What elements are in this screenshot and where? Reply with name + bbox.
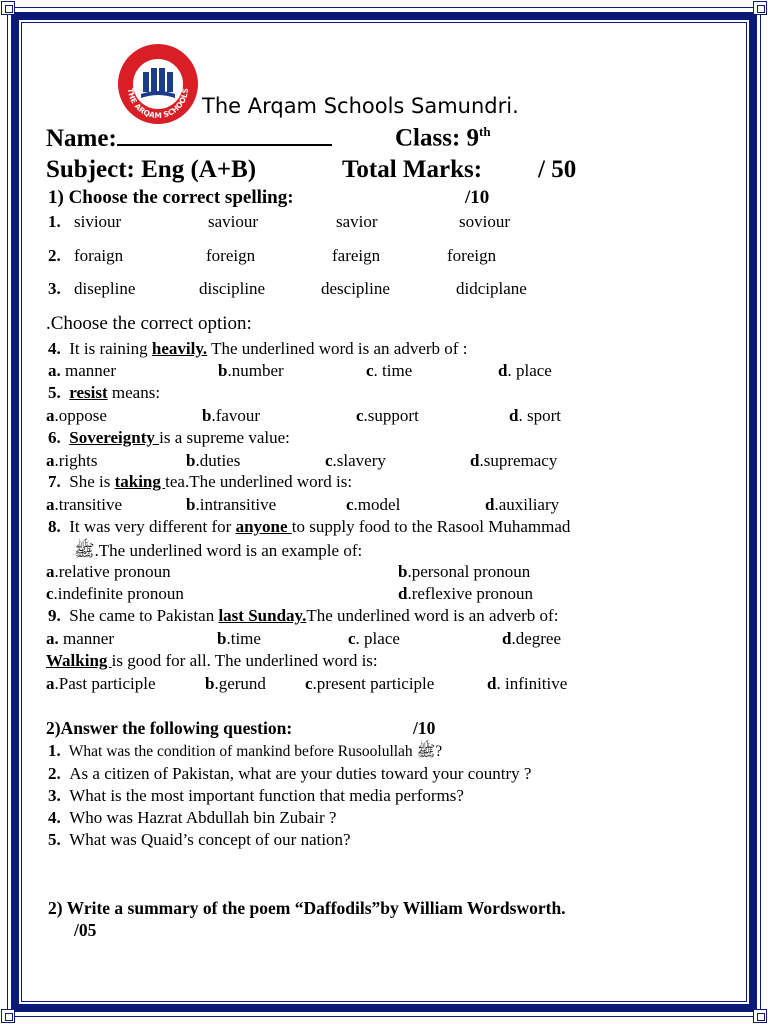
short-question-4: 4. Who was Hazrat Abdullah bin Zubair ? — [48, 808, 337, 827]
border-corner-ornament — [753, 1, 767, 15]
school-logo — [116, 42, 200, 126]
total-marks-label: Total Marks: — [342, 156, 483, 183]
section1-marks: /10 — [465, 187, 490, 208]
short-question-3: 3. What is the most important function that media performs? — [48, 786, 464, 805]
section3-title: 2) Write a summary of the poem “Daffodils”by William Wordsworth. — [48, 898, 566, 918]
class-label: Class: 9th — [395, 124, 491, 152]
subject-label: Subject: Eng (A+B) — [46, 156, 257, 183]
name-blank-line — [117, 124, 332, 146]
name-label: Name: — [46, 125, 117, 152]
section1-title: 1) Choose the correct spelling: — [48, 187, 294, 208]
question-4: 4. It is raining heavily. The underlined word is an adverb of : — [48, 339, 468, 358]
border-corner-ornament — [1, 1009, 15, 1023]
total-marks-value: / 50 — [538, 156, 577, 183]
question-10: Walking is good for all. The underlined word is: — [46, 651, 378, 670]
border-corner-ornament — [1, 1, 15, 15]
section2-marks: /10 — [413, 718, 436, 738]
question-8: 8. It was very different for anyone to supply food to the Rasool Muhammad — [48, 517, 571, 536]
question-7: 7. She is taking tea.The underlined word is: — [48, 472, 353, 491]
border-corner-ornament — [753, 1009, 767, 1023]
section3-marks: /05 — [74, 920, 97, 940]
question-5: 5. resist means: — [48, 383, 161, 402]
name-row — [46, 124, 332, 153]
question-6: 6. Sovereignty is a supreme value: — [48, 428, 290, 447]
section2-title: 2)Answer the following question: — [46, 718, 293, 738]
question-9: 9. She came to Pakistan last Sunday.The underlined word is an adverb of: — [48, 606, 559, 625]
question-8-line2: ﷺ.The underlined word is an example of: — [74, 541, 363, 560]
mcq-section-title: .Choose the correct option: — [46, 313, 252, 334]
short-question-5: 5. What was Quaid’s concept of our nation? — [48, 830, 351, 849]
short-question-1: 1. What was the condition of mankind before Rusoolullah ﷺ? — [48, 741, 443, 760]
school-name: The Arqam Schools Samundri. — [202, 94, 519, 118]
logo-text: THE ARQAM SCHOOLS — [125, 87, 191, 121]
short-question-2: 2. As a citizen of Pakistan, what are your duties toward your country ? — [48, 764, 532, 783]
